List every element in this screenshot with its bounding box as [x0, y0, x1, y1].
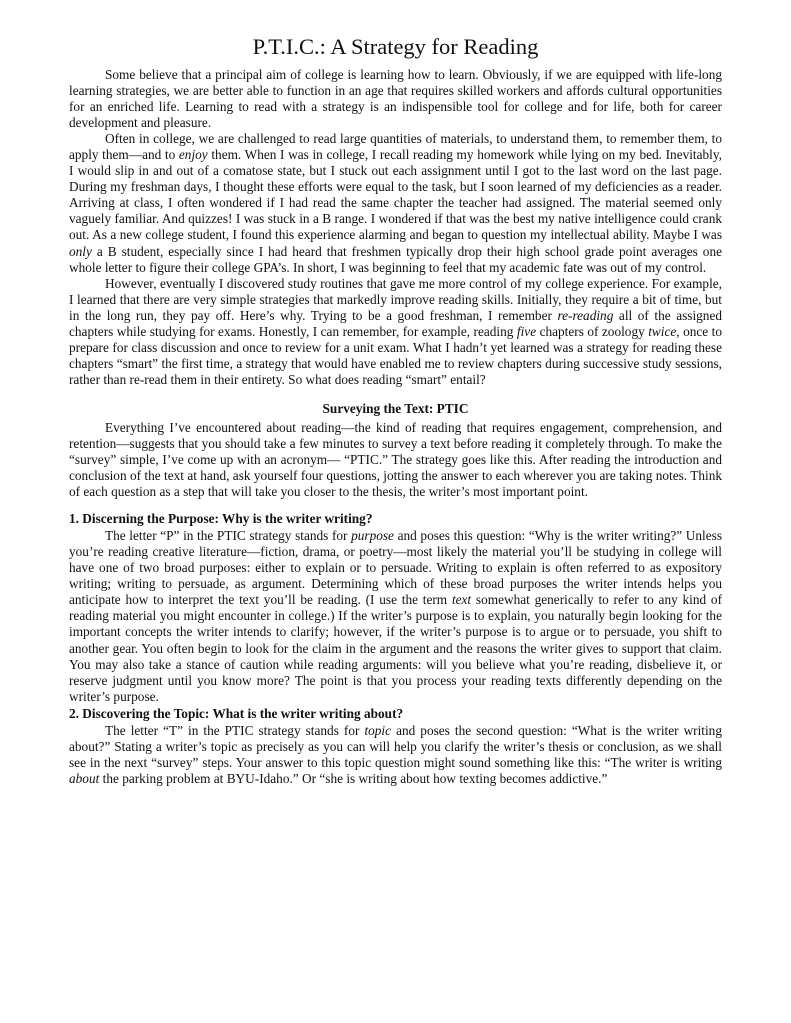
intro-paragraph-2	[69, 131, 722, 275]
intro-paragraph-1	[69, 67, 722, 131]
text-run: Often in college, we are challenged to read large quantities of materials, to understand them, to remember them, to apply them—and to	[69, 131, 722, 163]
text-run: , once to prepare for class discussion and once to review for a unit exam. What I hadn’t yet learned was a strategy for reading these chapters “smart” the first time, a strategy that would have enabled me to review chapters during successive study sessions, rather than re-read them in their entirety. So what does reading “smart” entail?	[69, 323, 722, 387]
purpose-paragraph	[69, 528, 722, 705]
text-run: them. When I was in college, I recall reading my homework while lying on my bed. Inevitably, I would slip in and out of a comatose state, but I stuck out each assignment until I got to the last word on the last page. During my freshman days, I thought these efforts were equal to the task, but I soon learned of my deficiencies as a reader. Arriving at class, I often wondered if I had read the same chapter the teacher had assigned. The material seemed only vaguely familiar. And quizzes! I was stuck in a B range. I wondered if that was the best my native intelligence could crank out. As a new college student, I found this experience alarming and began to question my intellectual ability. Maybe I was	[69, 147, 722, 243]
document-page	[69, 32, 722, 787]
text-run: chapters of zoology	[536, 323, 649, 339]
emphasis: re-reading	[557, 307, 614, 323]
text-run: the parking problem at BYU-Idaho.” Or “she is writing about how texting becomes addictive.”	[99, 770, 608, 786]
section-heading-topic: 2. Discovering the Topic: What is the writer writing about?	[69, 705, 404, 721]
text-run: all of the assigned chapters while studying for exams. Honestly, I can remember, for example, reading	[69, 307, 722, 339]
section-heading-surveying: Surveying the Text: PTIC	[322, 400, 469, 416]
text-run: and poses the second question: “What is the writer writing about?” Stating a writer’s topic as precisely as you can will help you clarify the writer’s thesis or conclusion, as we shall see in the next “survey” steps. Your answer to this topic question might sound something like this: “The writer is writing	[69, 722, 722, 770]
text-run: a B student, especially since I had heard that freshmen typically drop their high school grade point averages one whole letter to figure their college GPA’s. In short, I was beginning to feel that my academic fate was out of my control.	[69, 243, 722, 275]
text-run: The letter “T” in the PTIC strategy stands for	[105, 722, 365, 738]
intro-paragraph-3	[69, 276, 722, 388]
emphasis: about	[69, 770, 100, 786]
topic-paragraph	[69, 723, 722, 787]
emphasis: only	[69, 243, 92, 259]
text-run: somewhat generically to refer to any kind of reading material you might encounter in college.) If the writer’s purpose is to explain, you naturally begin looking for the important concepts the writer intends to clarify; however, if the writer’s purpose is to argue or to persuade, you shift to another gear. You often begin to look for the claim in the argument and the reasons the writer gives to support that claim. You may also take a stance of caution while reading arguments: will you believe what you’re reading, disbelieve it, or reserve judgment until you know more? The point is that you process your reading texts differently depending on the writer’s purpose.	[69, 592, 723, 704]
text-run: and poses this question: “Why is the writer writing?” Unless you’re reading creative literature—fiction, drama, or poetry—most likely the material you’ll be studying in college will have one of two broad purposes: either to explain or to persuade. Writing to explain is often referred to as expository writing; writing to persuade, as argument. Determining which of these broad purposes the writer intends helps you anticipate how to interpret the text you’ll be reading. (I use the term	[69, 528, 723, 608]
text-run: Some believe that a principal aim of college is learning how to learn. Obviously, if we are equipped with life-long learning strategies, we are better able to function in an age that requires skilled workers and affords cultural opportunities for an enriched life. Learning to read with a strategy is an indispensible tool for college and for life, both for career development and pleasure.	[69, 67, 722, 131]
section-heading-purpose: 1. Discerning the Purpose: Why is the writer writing?	[69, 511, 373, 527]
emphasis: text	[451, 592, 472, 608]
document-title: P.T.I.C.: A Strategy for Reading	[252, 34, 539, 59]
emphasis: purpose	[351, 528, 394, 544]
text-run: Everything I’ve encountered about reading—the kind of reading that requires engagement, comprehension, and retention—suggests that you should take a few minutes to survey a text before reading it completely through. To make the “survey” simple, I’ve come up with an acronym— “PTIC.” The strategy goes like this. After reading the introduction and conclusion of the text at hand, ask yourself four questions, jotting the answer to each wherever you are taking notes. Think of each question as a step that will take you closer to the thesis, the writer’s most important point.	[69, 419, 722, 500]
emphasis: five	[516, 323, 537, 339]
surveying-paragraph	[69, 420, 722, 500]
emphasis: topic	[364, 722, 392, 738]
emphasis: twice	[648, 323, 677, 339]
text-run: However, eventually I discovered study routines that gave me more control of my college experience. For example, I learned that there are very simple strategies that markedly improve reading skills. Initially, they require a bit of time, but in the long run, they pay off. Here’s why. Trying to be a good freshman, I remember	[69, 275, 722, 323]
text-run: The letter “P” in the PTIC strategy stands for	[105, 528, 352, 544]
emphasis: enjoy	[178, 147, 208, 163]
